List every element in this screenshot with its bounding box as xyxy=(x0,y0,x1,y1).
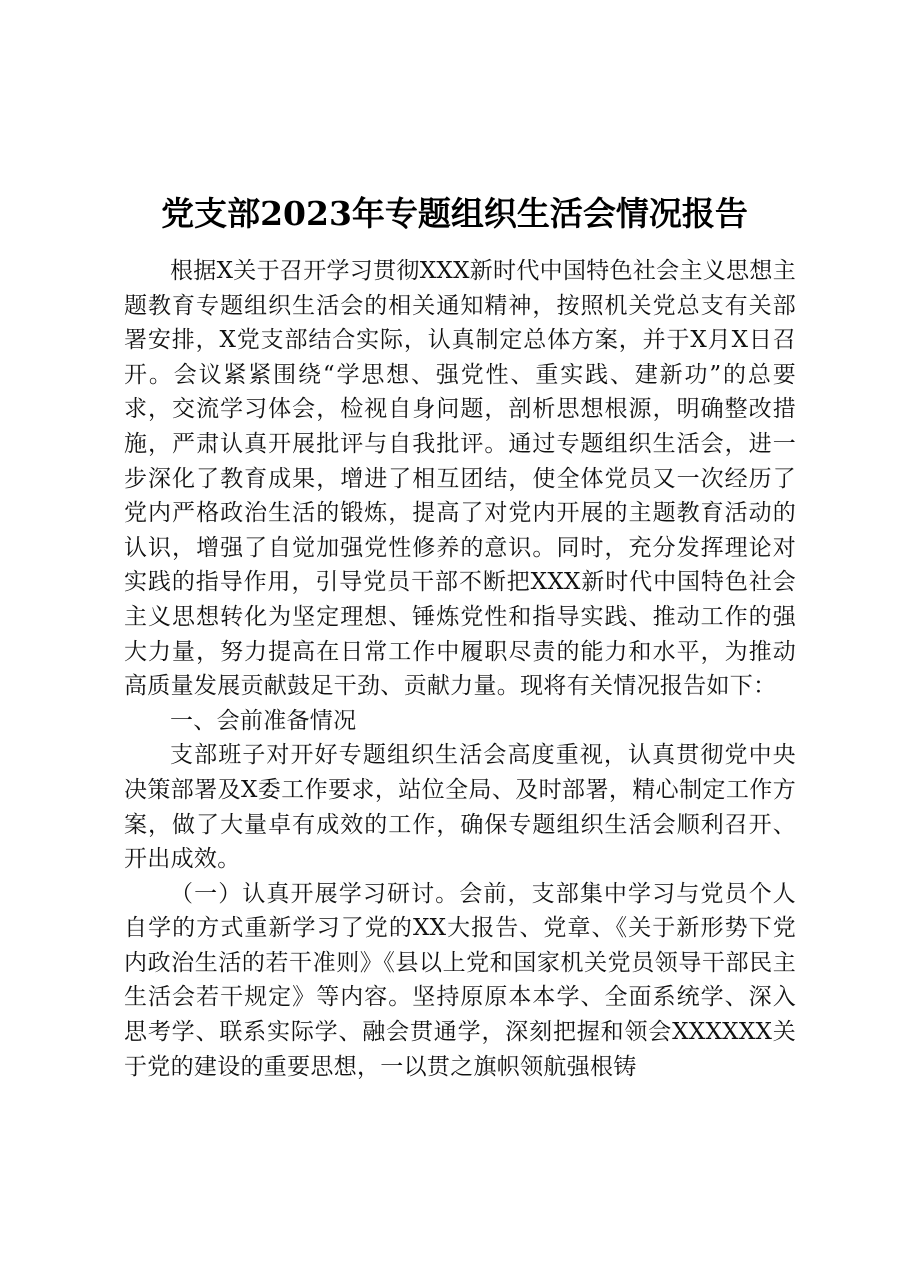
subsection-paragraph: （一）认真开展学习研讨。会前，支部集中学习与党员个人自学的方式重新学习了党的XX大报告、党章、《关于新形势下党内政治生活的若干准则》《县以上党和国家机关党员领导干部民主生活会若干规定》等内容。坚持原原本本学、全面系统学、深入思考学、联系实际学、融会贯通学，深刻把握和领会XXXXXX关于党的建设的重要思想，一以贯之旗帜领航强根铸 xyxy=(124,880,796,1080)
section-heading: 一、会前准备情况 xyxy=(170,707,357,734)
intro-paragraph: 根据X关于召开学习贯彻XXX新时代中国特色社会主义思想主题教育专题组织生活会的相关通知精神，按照机关党总支有关部署安排，X党支部结合实际，认真制定总体方案，并于X月X日召开。会议紧紧围绕“学思想、强党性、重实践、建新功”的总要求，交流学习体会，检视自身问题，剖析思想根源，明确整改措施，严肃认真开展批评与自我批评。通过专题组织生活会，进一步深化了教育成果，增进了相互团结，使全体党员又一次经历了党内严格政治生活的锻炼，提高了对党内开展的主题教育活动的认识，增强了自觉加强党性修养的意识。同时，充分发挥理论对实践的指导作用，引导党员干部不断把XXX新时代中国特色社会主义思想转化为坚定理想、锤炼党性和指导实践、推动工作的强大力量，努力提高在日常工作中履职尽责的能力和水平，为推动高质量发展贡献鼓足干劲、贡献力量。现将有关情况报告如下： xyxy=(124,258,796,700)
document-body xyxy=(124,254,796,1084)
section-paragraph: 支部班子对开好专题组织生活会高度重视，认真贯彻党中央决策部署及X委工作要求，站位全局、及时部署，精心制定工作方案，做了大量卓有成效的工作，确保专题组织生活会顺利召开、开出成效。 xyxy=(124,742,796,873)
document-title: 党支部2023年专题组织生活会情况报告 xyxy=(161,194,748,233)
